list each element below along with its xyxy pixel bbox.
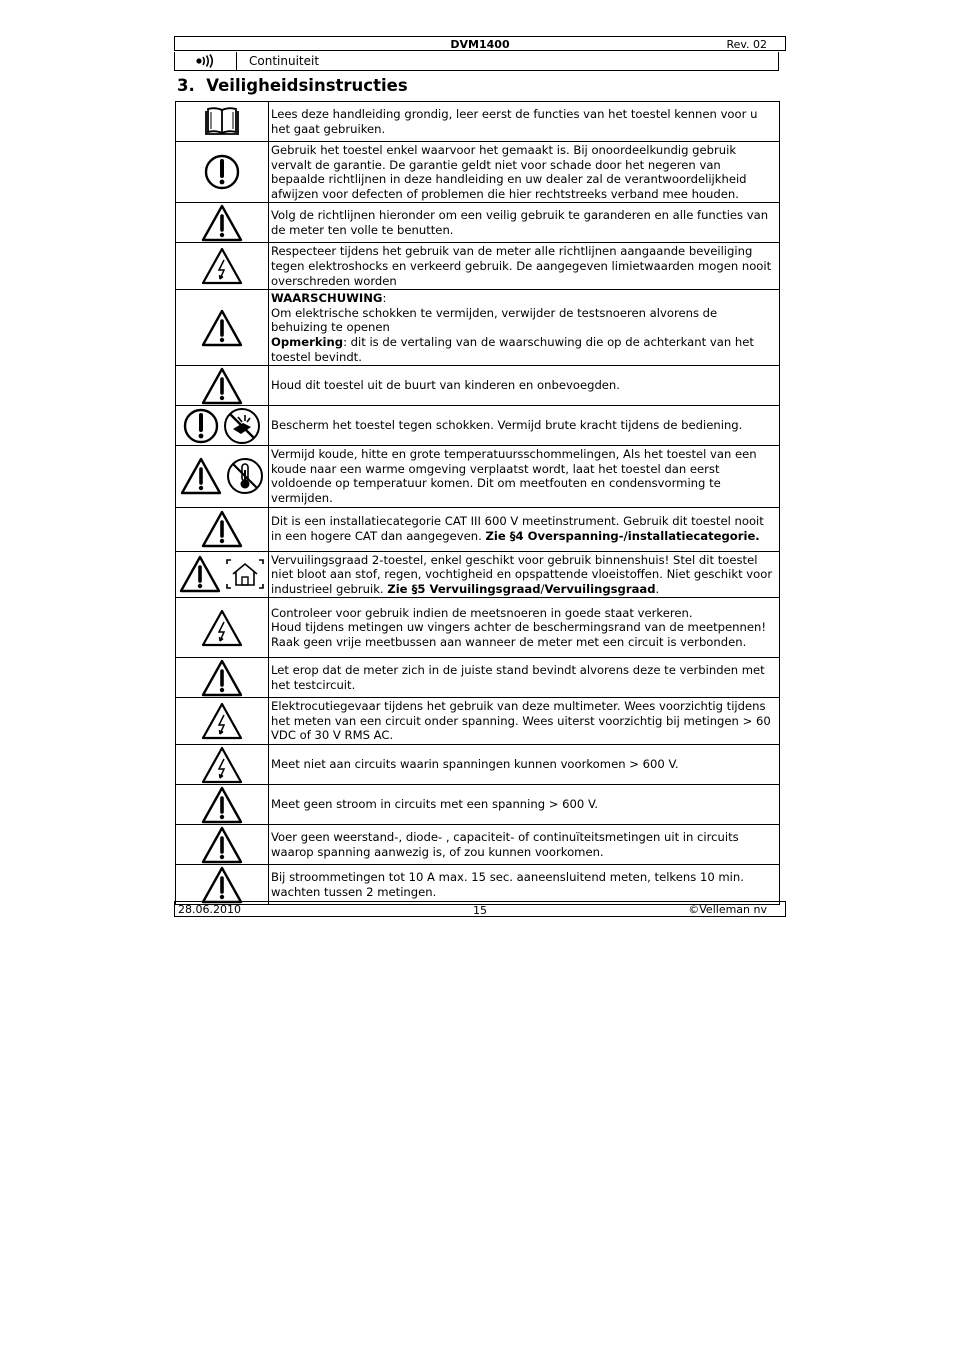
instruction-text-part: Meet niet aan circuits waarin spanningen kunnen voorkomen > 600 V. (271, 757, 679, 772)
instruction-text (269, 446, 780, 507)
instruction-text (269, 406, 780, 446)
instruction-row (176, 825, 780, 865)
warning-triangle-icon (201, 786, 243, 824)
exclamation-circle-icon (183, 408, 219, 444)
instruction-emphasis: Zie §4 Overspanning-/installatiecategorie. (485, 529, 760, 543)
instruction-emphasis: Opmerking (271, 334, 344, 349)
section-title: Veiligheidsinstructies (206, 76, 408, 95)
warning-triangle-icon (180, 457, 222, 495)
instruction-icon-cell (176, 406, 269, 446)
section-number: 3. (177, 76, 195, 95)
warning-triangle-icon (201, 826, 243, 864)
instruction-emphasis: Vervuilingsgraad (544, 581, 656, 596)
instruction-text-part: Bij stroommetingen tot 10 A max. 15 sec. aaneensluitend meten, telkens 10 min. wachten tussen 2 metingen. (271, 869, 744, 899)
instruction-text-part: Houd dit toestel uit de buurt van kinderen en onbevoegden. (271, 378, 620, 393)
instruction-text (269, 102, 780, 142)
electric-shock-triangle-icon (201, 746, 243, 784)
instruction-text-part: / (540, 581, 545, 596)
instruction-icon-cell (176, 102, 269, 142)
instruction-text (269, 825, 780, 865)
exclamation-circle-icon (204, 154, 240, 190)
instruction-text-part: Respecteer tijdens het gebruik van de meter alle richtlijnen aangaande beveiliging tegen elektroshocks en verkeerd gebruik. De aangegeven limietwaarden mogen nooit overschreden worden (271, 244, 772, 288)
instruction-icon-cell (176, 785, 269, 825)
warning-triangle-icon (201, 659, 243, 697)
instruction-row (176, 366, 780, 406)
footer-date: 28.06.2010 (178, 903, 241, 916)
instruction-icon-cell (176, 551, 269, 598)
instruction-text (269, 366, 780, 406)
instruction-icon-cell (176, 290, 269, 366)
instruction-icon-cell (176, 142, 269, 203)
instruction-text (269, 658, 780, 698)
instruction-icon-cell (176, 507, 269, 551)
warning-triangle-icon (201, 866, 243, 904)
instruction-text-part: Vermijd koude, hitte en grote temperatuursschommelingen, Als het toestel van een koude naar een warme omgeving verplaatst wordt, laat het toestel dan eerst voldoende op temperatuur komen. Dit om meetfouten en condensvorming te vermijden. (271, 447, 757, 505)
warning-triangle-icon (201, 309, 243, 347)
instruction-row (176, 698, 780, 745)
instruction-row (176, 203, 780, 243)
instruction-icon-cell (176, 825, 269, 865)
instruction-text-part: Bescherm het toestel tegen schokken. Vermijd brute kracht tijdens de bediening. (271, 418, 743, 433)
page-number: 15 (473, 904, 487, 917)
instruction-text-part: Volg de richtlijnen hieronder om een veilig gebruik te garanderen en alle functies van de meter ten volle te benutten. (271, 208, 769, 237)
instruction-icon-cell (176, 598, 269, 658)
instruction-text (269, 745, 780, 785)
page-header (174, 36, 786, 51)
instruction-text (269, 598, 780, 658)
instruction-text-part: Elektrocutiegevaar tijdens het gebruik van deze multimeter. Wees voorzichtig tijdens het meten van een circuit onder spanning. Wees uiterst voorzichtig bij metingen > 60 VDC of 30 V RMS AC. (271, 699, 771, 743)
revision: Rev. 02 (726, 38, 767, 51)
copyright: ©Velleman nv (688, 903, 767, 916)
continuity-label: Continuiteit (249, 54, 320, 68)
instruction-text-part: Dit is een installatiecategorie CAT III 600 V meetinstrument. Gebruik dit toestel nooit in een hogere CAT dan aangegeven. (271, 514, 764, 543)
instruction-text (269, 243, 780, 290)
warning-triangle-icon (201, 510, 243, 548)
instruction-text-part: . (655, 581, 660, 596)
instruction-text-part: : dit is de vertaling van de waarschuwing die op de achterkant van het toestel bevindt. (271, 334, 754, 364)
electric-shock-triangle-icon (201, 702, 243, 740)
instruction-text (269, 785, 780, 825)
instruction-icon-cell (176, 203, 269, 243)
instruction-text (269, 698, 780, 745)
instruction-row (176, 507, 780, 551)
instruction-text-part: Houd tijdens metingen uw vingers achter de beschermingsrand van de meetpennen! Raak geen vrije meetbussen aan wanneer de meter met een circuit is verbonden. (271, 620, 766, 650)
instruction-text (269, 203, 780, 243)
instruction-text-part: Voer geen weerstand-, diode- , capaciteit- of continuïteitsmetingen uit in circuits waarop spanning aanwezig is, of zou kunnen voorkomen. (271, 829, 739, 859)
instruction-text-part: Gebruik het toestel enkel waarvoor het gemaakt is. Bij onoordeelkundig gebruik vervalt de garantie. De garantie geldt niet voor schade door het negeren van bepaalde richtlijnen in deze handleiding en uw dealer zal de verantwoordelijkheid afwijzen voor defecten of problemen die hier rechtstreeks verband mee houden. (271, 143, 747, 201)
instruction-icon-cell (176, 446, 269, 507)
warning-triangle-icon (201, 204, 243, 242)
instruction-text (269, 142, 780, 203)
instruction-row (176, 102, 780, 142)
instruction-row (176, 785, 780, 825)
no-shock-impact-icon (223, 407, 261, 445)
instruction-text (269, 865, 780, 905)
instruction-row (176, 142, 780, 203)
instruction-row (176, 446, 780, 507)
instruction-text-part: Controleer voor gebruik indien de meetsnoeren in goede staat verkeren. (271, 605, 693, 620)
instruction-row (176, 598, 780, 658)
instruction-icon-cell (176, 366, 269, 406)
instruction-icon-cell (176, 243, 269, 290)
instruction-icon-cell (176, 698, 269, 745)
safety-instructions-table (175, 101, 780, 905)
instruction-text-part: : (382, 291, 387, 306)
instruction-text (269, 507, 780, 551)
page-footer (174, 901, 786, 917)
warning-triangle-icon (201, 367, 243, 405)
continuity-row (174, 52, 779, 71)
instruction-row (176, 551, 780, 598)
indoor-use-icon (225, 558, 265, 590)
instruction-text-part: Om elektrische schokken te vermijden, verwijder de testsnoeren alvorens de behuizing te openen (271, 305, 718, 335)
instruction-icon-cell (176, 865, 269, 905)
instruction-text-part: Meet geen stroom in circuits met een spanning > 600 V. (271, 797, 599, 812)
instruction-text-part: Lees deze handleiding grondig, leer eerst de functies van het toestel kennen voor u het gaat gebruiken. (271, 106, 758, 136)
instruction-row (176, 406, 780, 446)
instruction-text (269, 290, 780, 366)
no-temperature-icon (226, 457, 264, 495)
instruction-row (176, 865, 780, 905)
instruction-emphasis: Zie §5 Vervuilingsgraad (387, 581, 541, 596)
instruction-text (269, 551, 780, 598)
warning-triangle-icon (179, 555, 221, 593)
instruction-icon-cell (176, 745, 269, 785)
instruction-text-part: Let erop dat de meter zich in de juiste stand bevindt alvorens deze te verbinden met het testcircuit. (271, 663, 765, 692)
electric-shock-triangle-icon (201, 609, 243, 647)
instruction-row (176, 658, 780, 698)
model-name: DVM1400 (450, 38, 510, 51)
instruction-icon-cell (176, 658, 269, 698)
section-heading (177, 76, 408, 95)
continuity-beeper-icon (175, 52, 237, 70)
instruction-text-part: Vervuilingsgraad 2-toestel, enkel geschikt voor gebruik binnenshuis! Stel dit toestel niet bloot aan stof, regen, vochtigheid en opspattende vloeistoffen. Niet geschikt voor industrieel gebruik. (271, 552, 773, 596)
instruction-row (176, 745, 780, 785)
electric-shock-triangle-icon (201, 247, 243, 285)
instruction-row (176, 290, 780, 366)
book-icon (203, 107, 241, 137)
instruction-row (176, 243, 780, 290)
instruction-emphasis: WAARSCHUWING (271, 291, 383, 306)
